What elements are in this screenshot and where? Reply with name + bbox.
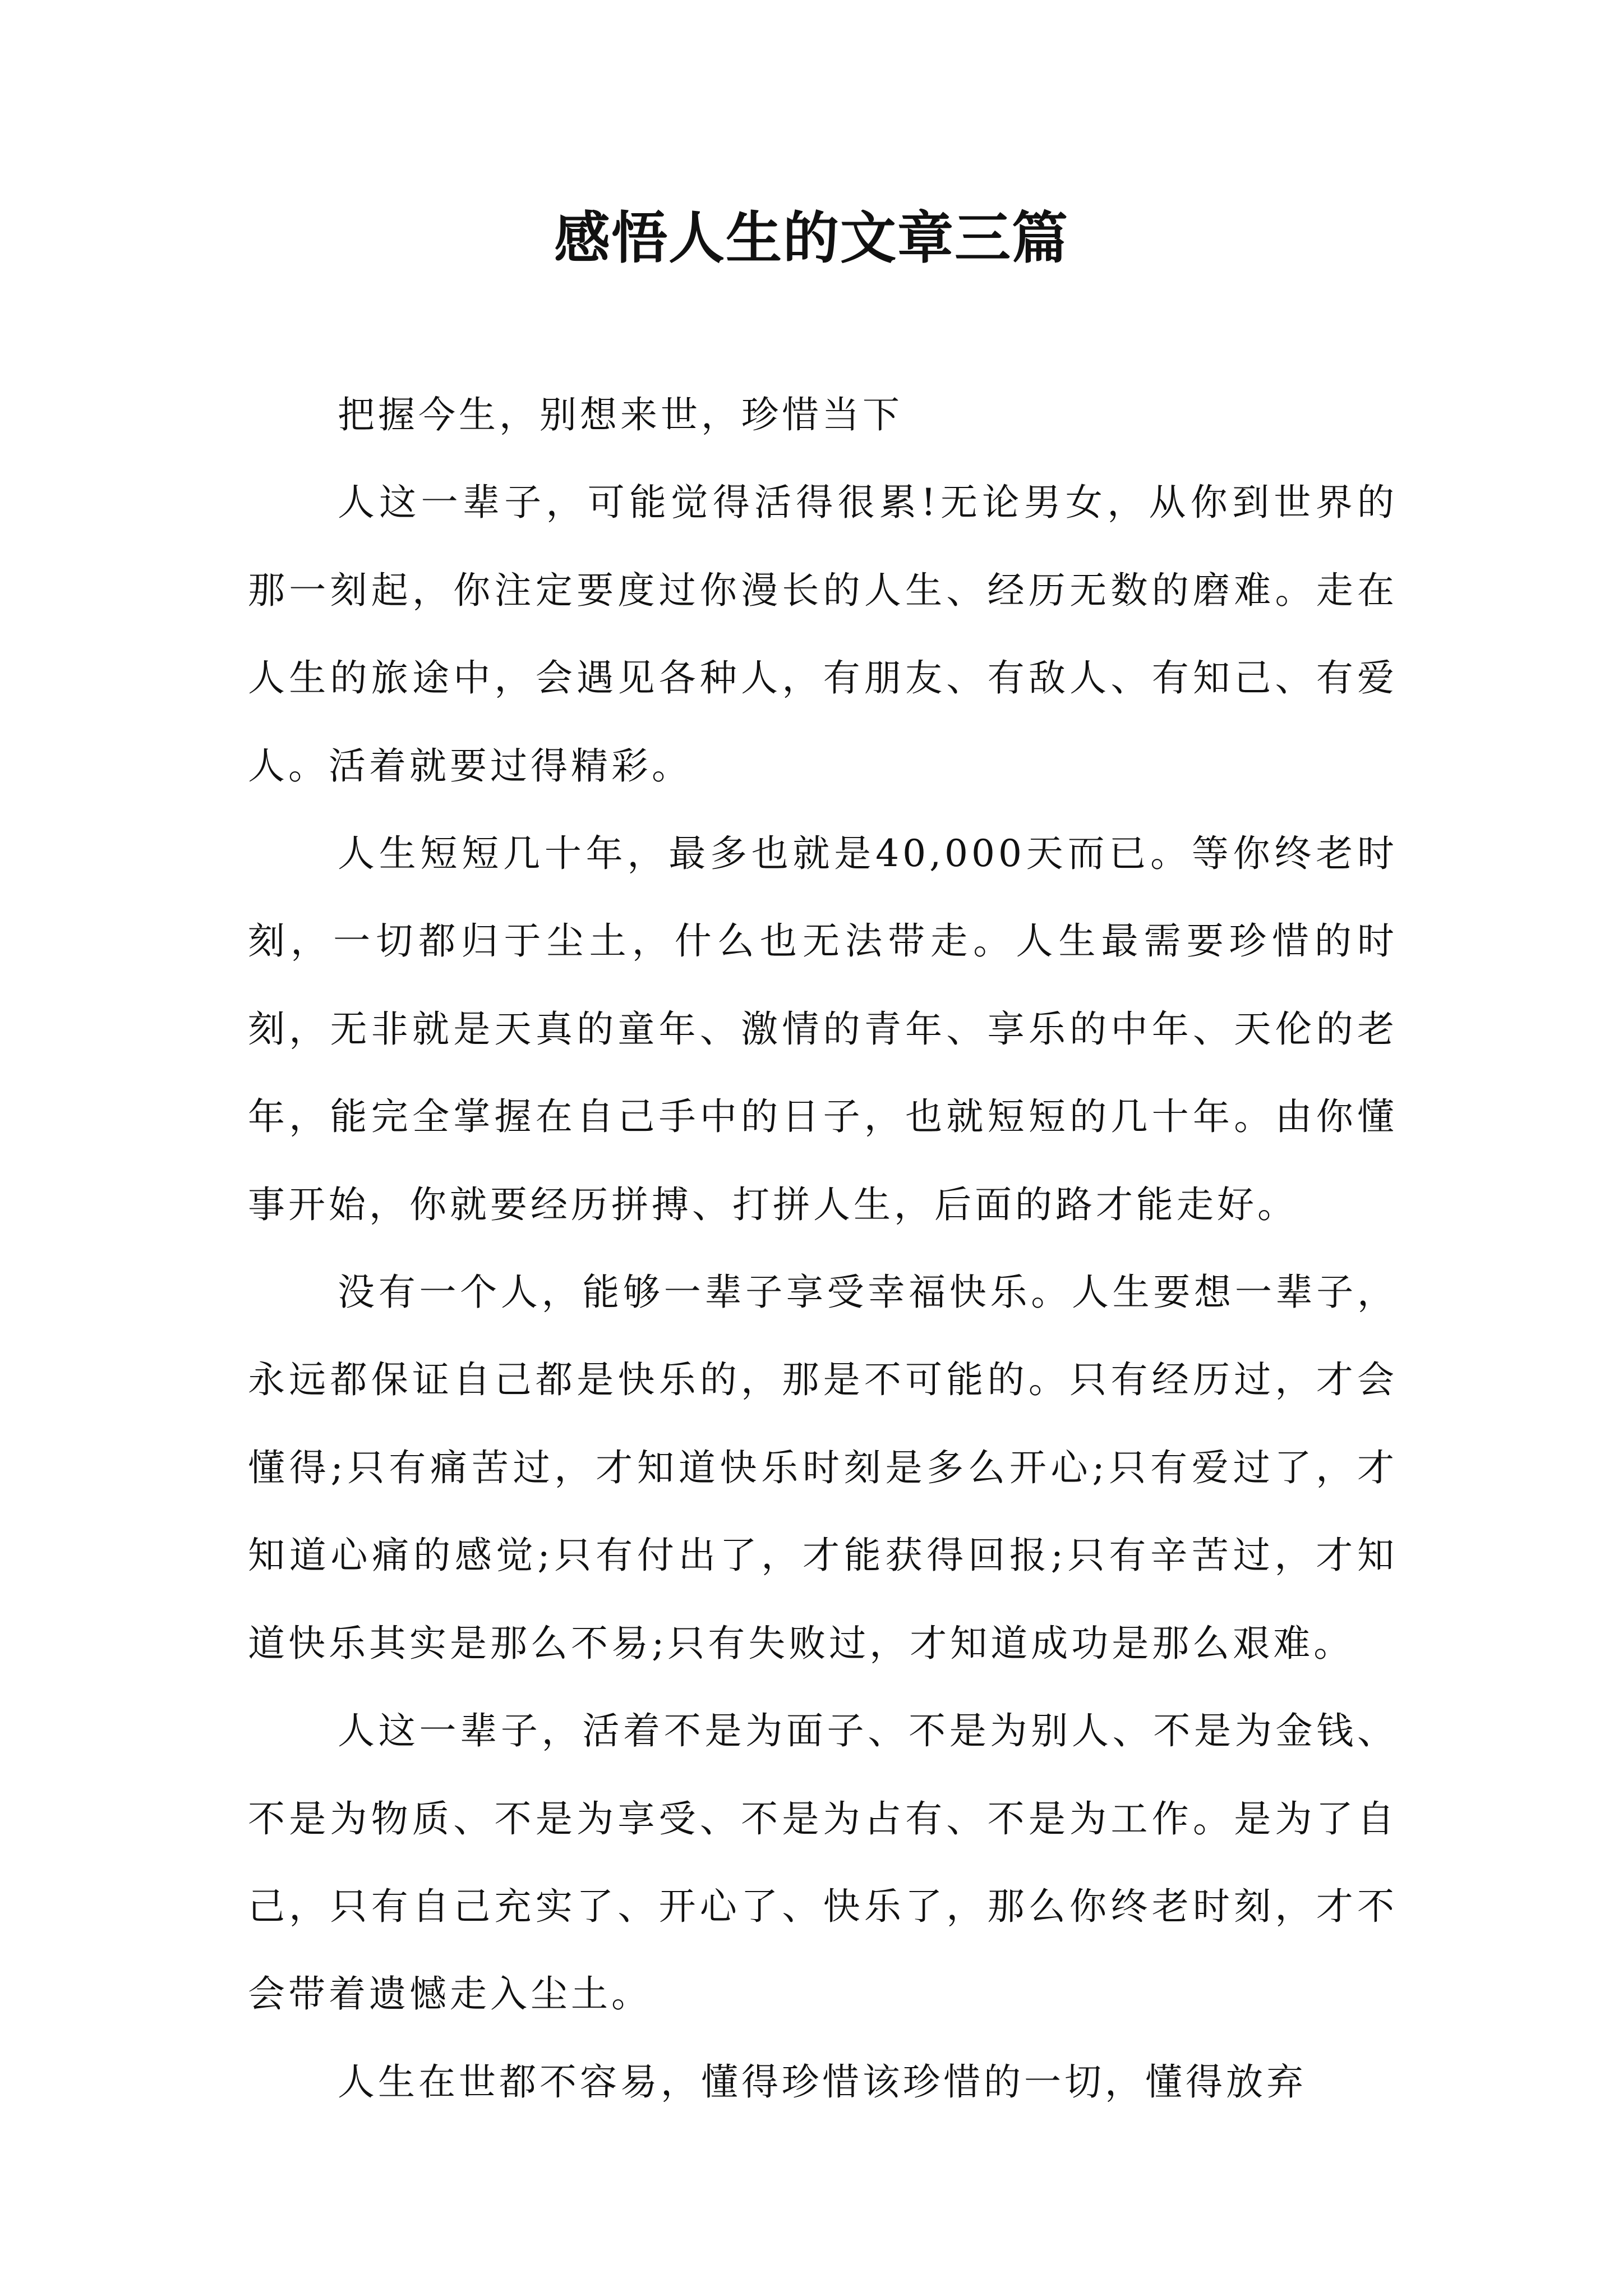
paragraph-2: 人生短短几十年，最多也就是40,000天而已。等你终老时刻，一切都归于尘土，什么也无法带走。人生最需要珍惜的时刻，无非就是天真的童年、激情的青年、享乐的中年、天伦的老年，能完全掌握在自己手中的日子，也就短短的几十年。由你懂事开始，你就要经历拼搏、打拼人生，后面的路才能走好。 [248, 832, 1398, 1226]
paragraph-5: 人生在世都不容易，懂得珍惜该珍惜的一切，懂得放弃 [338, 2060, 1307, 2104]
paragraph-1: 人这一辈子，可能觉得活得很累!无论男女，从你到世界的那一刻起，你注定要度过你漫长的人生、经历无数的磨难。走在人生的旅途中，会遇见各种人，有朋友、有敌人、有知己、有爱人。活着就要过得精彩。 [248, 481, 1398, 788]
paragraph-subtitle: 把握今生，别想来世，珍惜当下 [338, 393, 903, 436]
paragraph-3: 没有一个人，能够一辈子享受幸福快乐。人生要想一辈子，永远都保证自己都是快乐的，那是不可能的。只有经历过，才会懂得;只有痛苦过，才知道快乐时刻是多么开心;只有爱过了，才知道心痛的感觉;只有付出了，才能获得回报;只有辛苦过，才知道快乐其实是那么不易;只有失败过，才知道成功是那么艰难。 [248, 1271, 1398, 1665]
document-body [248, 371, 1398, 2126]
document-title: 感悟人生的文章三篇 [554, 205, 1069, 271]
paragraph-4: 人这一辈子，活着不是为面子、不是为别人、不是为金钱、不是为物质、不是为享受、不是为占有、不是为工作。是为了自己，只有自己充实了、开心了、快乐了，那么你终老时刻，才不会带着遗憾走入尘土。 [248, 1709, 1398, 2016]
